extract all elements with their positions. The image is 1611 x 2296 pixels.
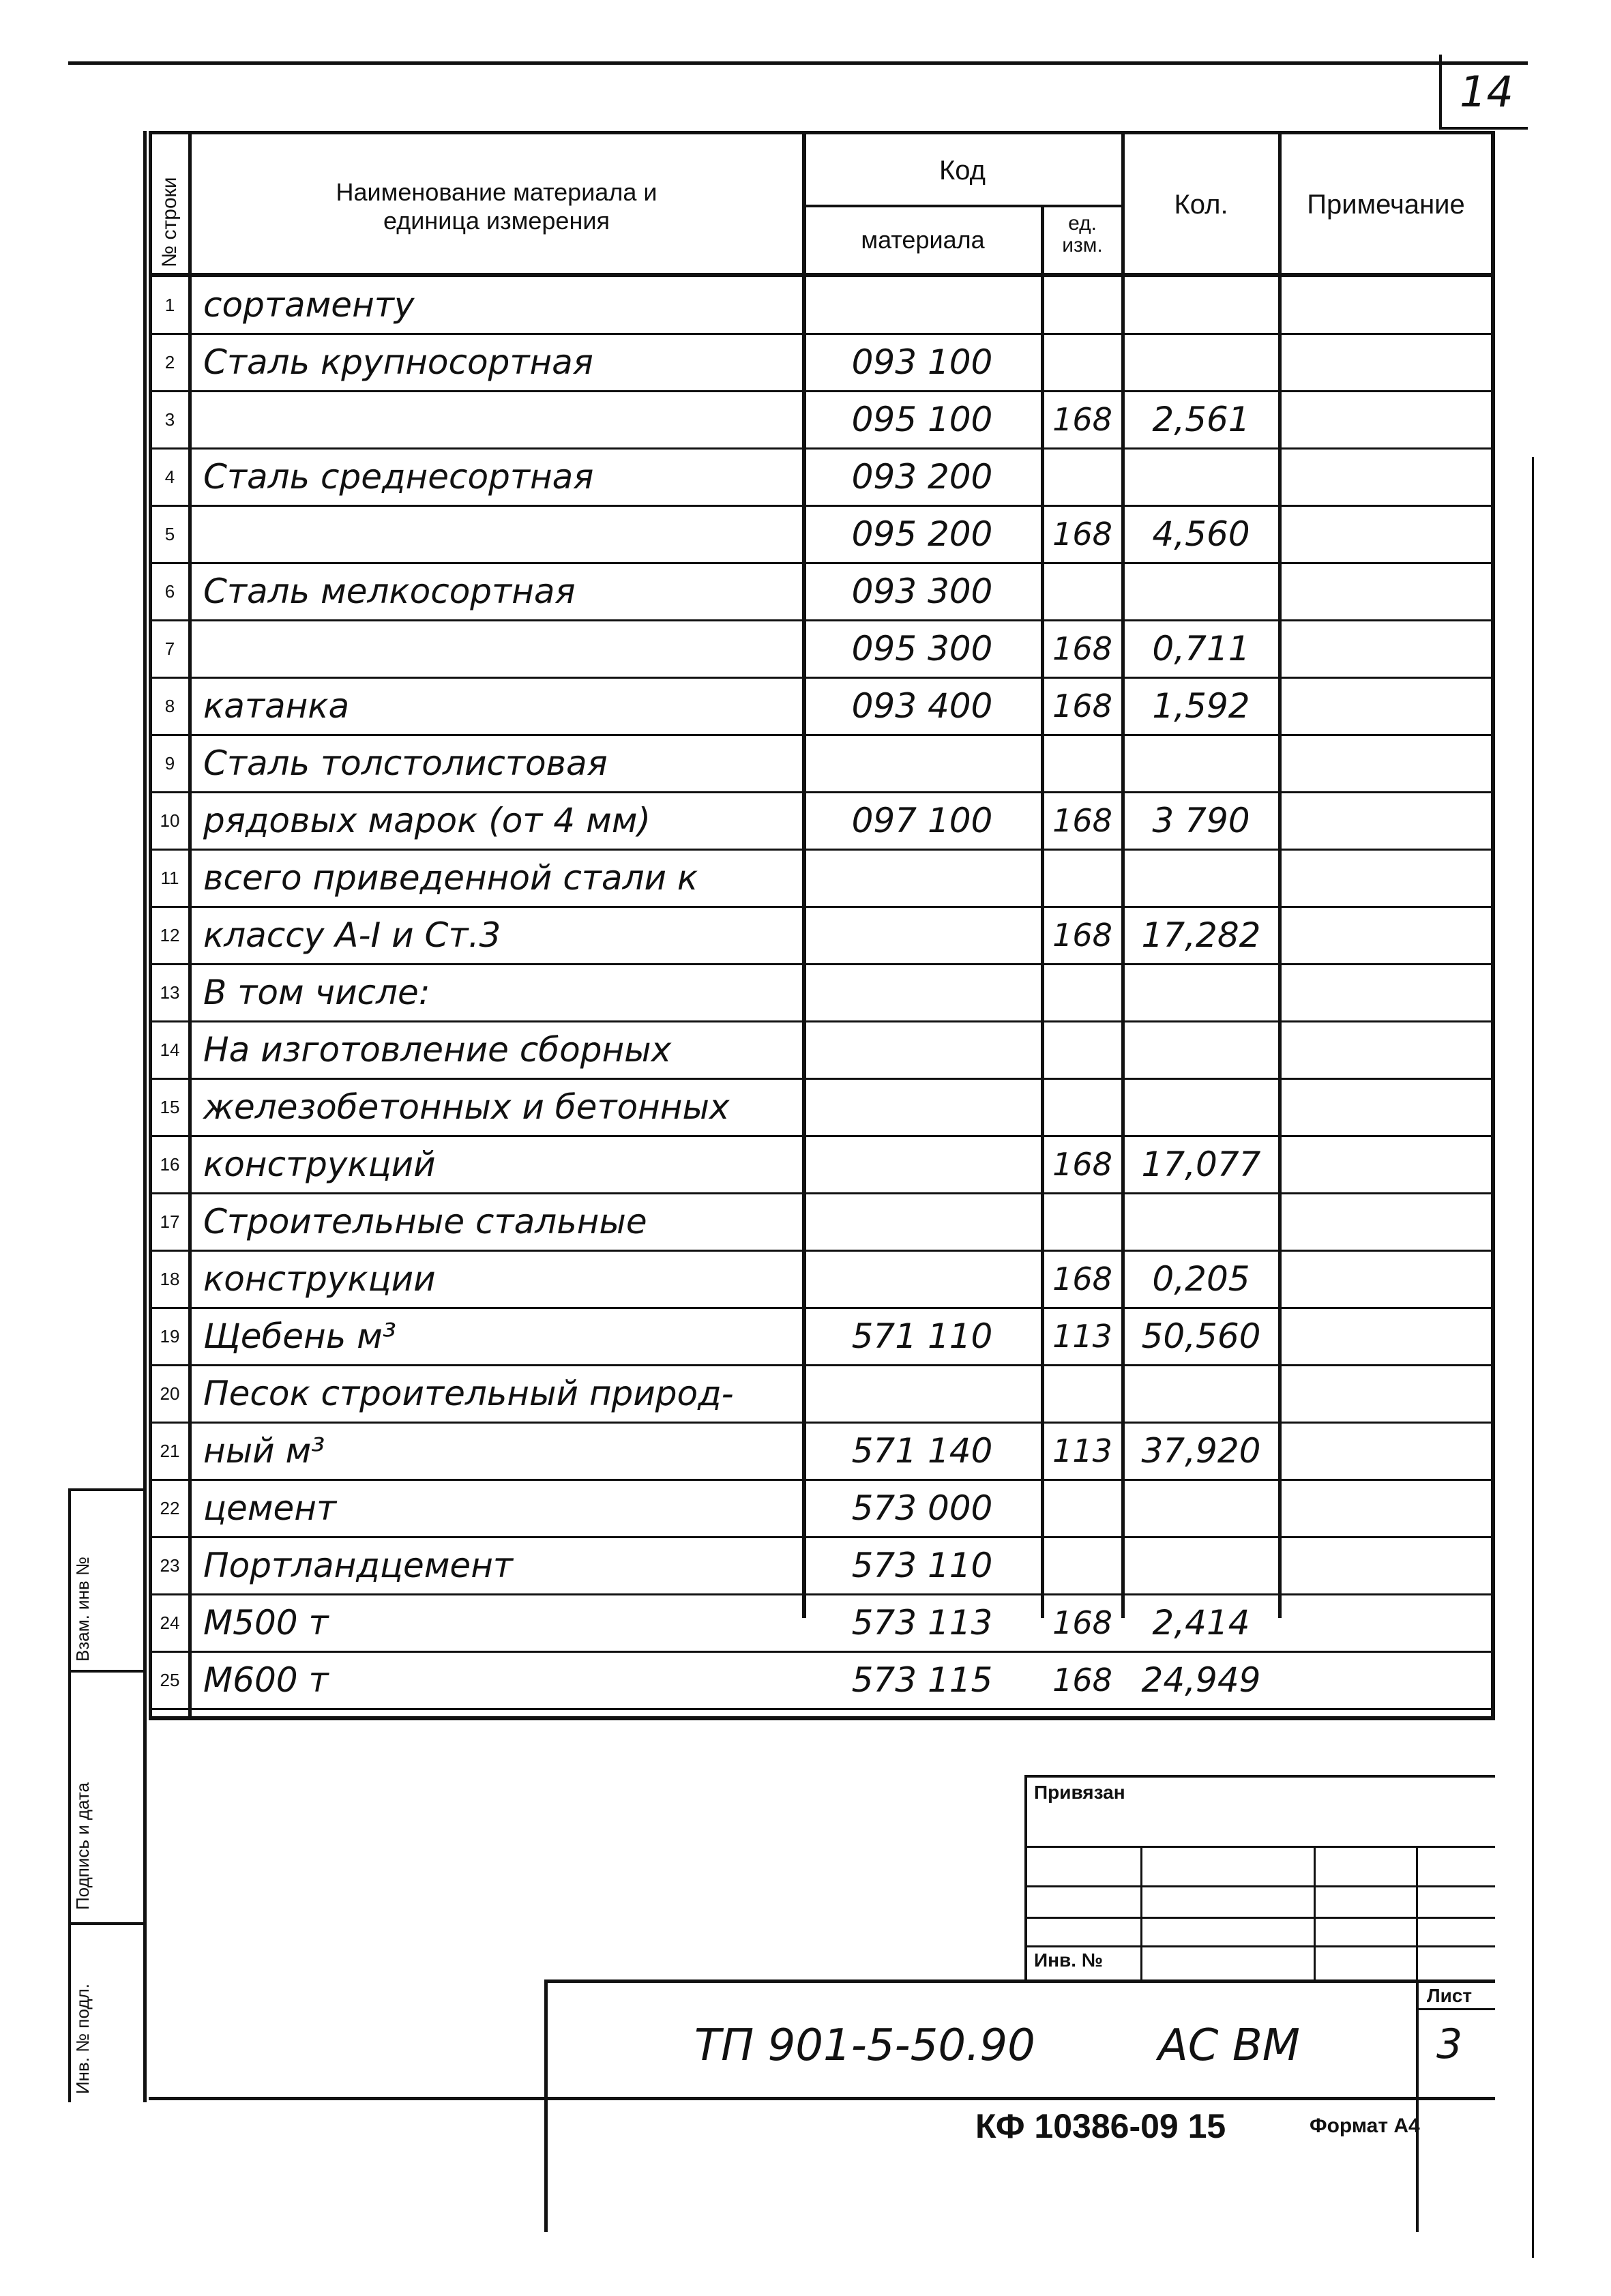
row-divider — [149, 791, 1495, 793]
row-divider — [149, 734, 1495, 736]
unit-code: 113 — [1052, 1318, 1112, 1355]
material-code: 573 110 — [851, 1546, 993, 1585]
material-name: катанка — [203, 686, 350, 726]
header-unit-line2: изм. — [1062, 234, 1103, 256]
inv-label: Инв. № — [1034, 1949, 1104, 1971]
unit-code: 168 — [1052, 688, 1112, 724]
quantity-value: 0,205 — [1152, 1259, 1250, 1299]
stamp-row-line-1 — [1024, 1846, 1495, 1848]
quantity-value: 24,949 — [1141, 1660, 1261, 1700]
material-name: Сталь мелкосортная — [203, 572, 576, 611]
side-label-orig-inv: Инв. № подл. — [72, 1984, 93, 2094]
margin-divider-3 — [68, 1922, 147, 1925]
material-name: Сталь крупносортная — [203, 342, 593, 382]
material-name: М500 т — [203, 1603, 329, 1643]
sheet-number: 3 — [1436, 2020, 1463, 2068]
stamp-col-1 — [1140, 1846, 1142, 1979]
right-edge-line — [1532, 457, 1534, 2258]
quantity-value: 4,560 — [1152, 514, 1250, 554]
format-label: Формат А4 — [1310, 2115, 1420, 2137]
left-outer-line — [68, 1488, 71, 2102]
left-margin-line — [143, 131, 147, 2102]
material-name: Песок строительный природ- — [203, 1374, 734, 1413]
page-number: 14 — [1460, 67, 1513, 117]
row-number: 7 — [164, 638, 175, 659]
unit-code: 168 — [1052, 401, 1112, 438]
unit-code: 168 — [1052, 630, 1112, 667]
quantity-value: 37,920 — [1141, 1431, 1261, 1471]
row-number: 4 — [164, 467, 175, 487]
row-number: 23 — [160, 1555, 180, 1576]
row-divider — [149, 963, 1495, 965]
row-divider — [149, 333, 1495, 335]
stamp-bound-left — [1024, 1775, 1027, 1979]
quantity-value: 1,592 — [1152, 686, 1250, 726]
stamp-bound-top — [1024, 1775, 1495, 1778]
row-divider — [149, 505, 1495, 507]
row-divider — [149, 1192, 1495, 1194]
material-spec-table — [149, 131, 1495, 2071]
row-divider — [149, 1593, 1495, 1595]
row-number: 6 — [164, 581, 175, 602]
quantity-value: 50,560 — [1141, 1316, 1261, 1356]
header-code: Код — [938, 156, 986, 186]
title-block-bottom — [149, 2097, 1495, 2100]
row-number: 1 — [164, 295, 175, 315]
row-number: 21 — [160, 1441, 180, 1461]
unit-code: 168 — [1052, 1662, 1112, 1698]
row-divider — [149, 849, 1495, 851]
page-number-divider — [1439, 55, 1442, 130]
material-code: 093 200 — [851, 457, 993, 497]
material-name: железобетонных и бетонных — [203, 1087, 730, 1127]
row-divider — [149, 447, 1495, 450]
material-code: 093 400 — [851, 686, 993, 726]
stamp-row-line-3 — [1024, 1917, 1495, 1919]
header-unit-line1: ед. — [1068, 212, 1097, 235]
material-name: цемент — [203, 1488, 337, 1528]
document-mark: АС ВМ — [1158, 2020, 1300, 2071]
material-name: конструкции — [203, 1259, 436, 1299]
header-quantity: Кол. — [1174, 190, 1228, 220]
row-divider — [149, 562, 1495, 564]
material-code: 571 140 — [851, 1431, 993, 1471]
row-divider — [149, 1364, 1495, 1366]
row-number: 13 — [160, 982, 180, 1003]
row-number: 12 — [160, 925, 180, 945]
row-divider — [149, 1536, 1495, 1538]
row-number: 18 — [160, 1269, 180, 1289]
row-divider — [149, 677, 1495, 679]
material-code: 571 110 — [851, 1316, 993, 1356]
header-row-number: № строки — [158, 177, 181, 267]
sheet-label: Лист — [1427, 1985, 1473, 2006]
unit-code: 168 — [1052, 516, 1112, 553]
row-divider — [149, 1708, 1495, 1710]
material-name: Сталь среднесортная — [203, 457, 594, 497]
row-divider — [149, 1479, 1495, 1481]
row-number: 11 — [160, 868, 179, 888]
unit-code: 168 — [1052, 802, 1112, 839]
row-number: 24 — [160, 1613, 180, 1633]
material-name: М600 т — [203, 1660, 329, 1700]
stamp-row-line-2 — [1024, 1885, 1495, 1887]
material-name: Сталь толстолистовая — [203, 744, 608, 783]
quantity-value: 3 790 — [1152, 801, 1250, 840]
side-label-replace-inv: Взам. инв № — [72, 1557, 93, 1662]
title-block-left — [544, 1979, 548, 2232]
row-divider — [149, 1651, 1495, 1653]
quantity-value: 2,561 — [1152, 400, 1250, 439]
bound-label: Привязан — [1034, 1782, 1125, 1803]
header-name-line2: единица измерения — [383, 207, 610, 235]
row-divider — [149, 1422, 1495, 1424]
quantity-value: 17,077 — [1141, 1145, 1261, 1184]
material-code: 093 300 — [851, 572, 993, 611]
row-number: 14 — [160, 1040, 180, 1060]
unit-code: 168 — [1052, 1146, 1112, 1183]
material-name: Строительные стальные — [203, 1202, 647, 1241]
unit-code: 113 — [1052, 1432, 1112, 1469]
material-code: 095 300 — [851, 629, 993, 668]
sheet-box-left — [1416, 1979, 1419, 2232]
row-number: 9 — [164, 753, 175, 774]
material-code: 573 113 — [851, 1603, 993, 1643]
row-number: 15 — [160, 1097, 180, 1117]
material-code: 573 000 — [851, 1488, 993, 1528]
row-divider — [149, 1135, 1495, 1137]
table-bottom-border — [149, 1716, 1495, 1720]
material-name: сортаменту — [203, 285, 415, 325]
row-number: 10 — [160, 810, 180, 831]
row-divider — [149, 1250, 1495, 1252]
row-divider — [149, 1307, 1495, 1309]
row-number: 19 — [160, 1326, 180, 1346]
row-number: 3 — [164, 409, 175, 430]
row-divider — [149, 1078, 1495, 1080]
col-divider-unit — [1121, 131, 1125, 1618]
material-name: конструкций — [203, 1145, 436, 1184]
order-code: КФ 10386-09 15 — [975, 2107, 1226, 2145]
col-divider-material — [1041, 205, 1044, 1618]
sheet-box-divider — [1416, 2008, 1495, 2010]
col-divider-rowno — [188, 131, 192, 1720]
header-note: Примечание — [1307, 190, 1465, 220]
row-number: 17 — [160, 1211, 180, 1232]
col-divider-qty — [1278, 131, 1282, 1618]
document-code: ТП 901-5-50.90 — [694, 2020, 1035, 2071]
material-code: 573 115 — [851, 1660, 993, 1700]
table-top-border — [149, 131, 1495, 134]
row-number: 25 — [160, 1670, 180, 1690]
material-name: всего приведенной стали к — [203, 858, 698, 898]
page-number-underline — [1439, 127, 1528, 130]
material-code: 093 100 — [851, 342, 993, 382]
material-name: На изготовление сборных — [203, 1030, 672, 1070]
material-code: 095 200 — [851, 514, 993, 554]
row-number: 16 — [160, 1154, 180, 1175]
quantity-value: 2,414 — [1152, 1603, 1250, 1643]
title-block-top — [544, 1979, 1495, 1983]
material-name: В том числе: — [203, 973, 430, 1012]
row-divider — [149, 619, 1495, 621]
row-divider — [149, 906, 1495, 908]
quantity-value: 0,711 — [1152, 629, 1250, 668]
row-divider — [149, 390, 1495, 392]
row-number: 5 — [164, 524, 175, 544]
stamp-col-3 — [1416, 1846, 1418, 1979]
header-name-line1: Наименование материала и — [336, 178, 657, 206]
row-number: 20 — [160, 1383, 180, 1404]
material-name: Портландцемент — [203, 1546, 514, 1585]
material-name: классу A-I и Ст.3 — [203, 915, 501, 955]
material-code: 095 100 — [851, 400, 993, 439]
quantity-value: 17,282 — [1141, 915, 1261, 955]
material-name: ный м³ — [203, 1431, 325, 1471]
row-number: 2 — [164, 352, 175, 372]
table-right-border — [1491, 131, 1495, 1720]
side-label-signature-date: Подпись и дата — [72, 1782, 93, 1910]
row-number: 8 — [164, 696, 175, 716]
stamp-row-line-4 — [1024, 1945, 1495, 1947]
top-border-line — [68, 61, 1528, 65]
material-name: Щебень м³ — [203, 1316, 396, 1356]
material-name: рядовых марок (от 4 мм) — [203, 801, 651, 840]
row-number: 22 — [160, 1498, 180, 1518]
material-code: 097 100 — [851, 801, 993, 840]
header-bottom-line — [149, 273, 1495, 277]
unit-code: 168 — [1052, 1604, 1112, 1641]
row-divider — [149, 1020, 1495, 1022]
margin-divider-1 — [68, 1488, 147, 1491]
unit-code: 168 — [1052, 917, 1112, 954]
header-material: материала — [861, 226, 985, 254]
margin-divider-2 — [68, 1670, 147, 1673]
stamp-col-2 — [1314, 1846, 1316, 1979]
unit-code: 168 — [1052, 1261, 1112, 1297]
code-subheader-line — [802, 205, 1121, 207]
